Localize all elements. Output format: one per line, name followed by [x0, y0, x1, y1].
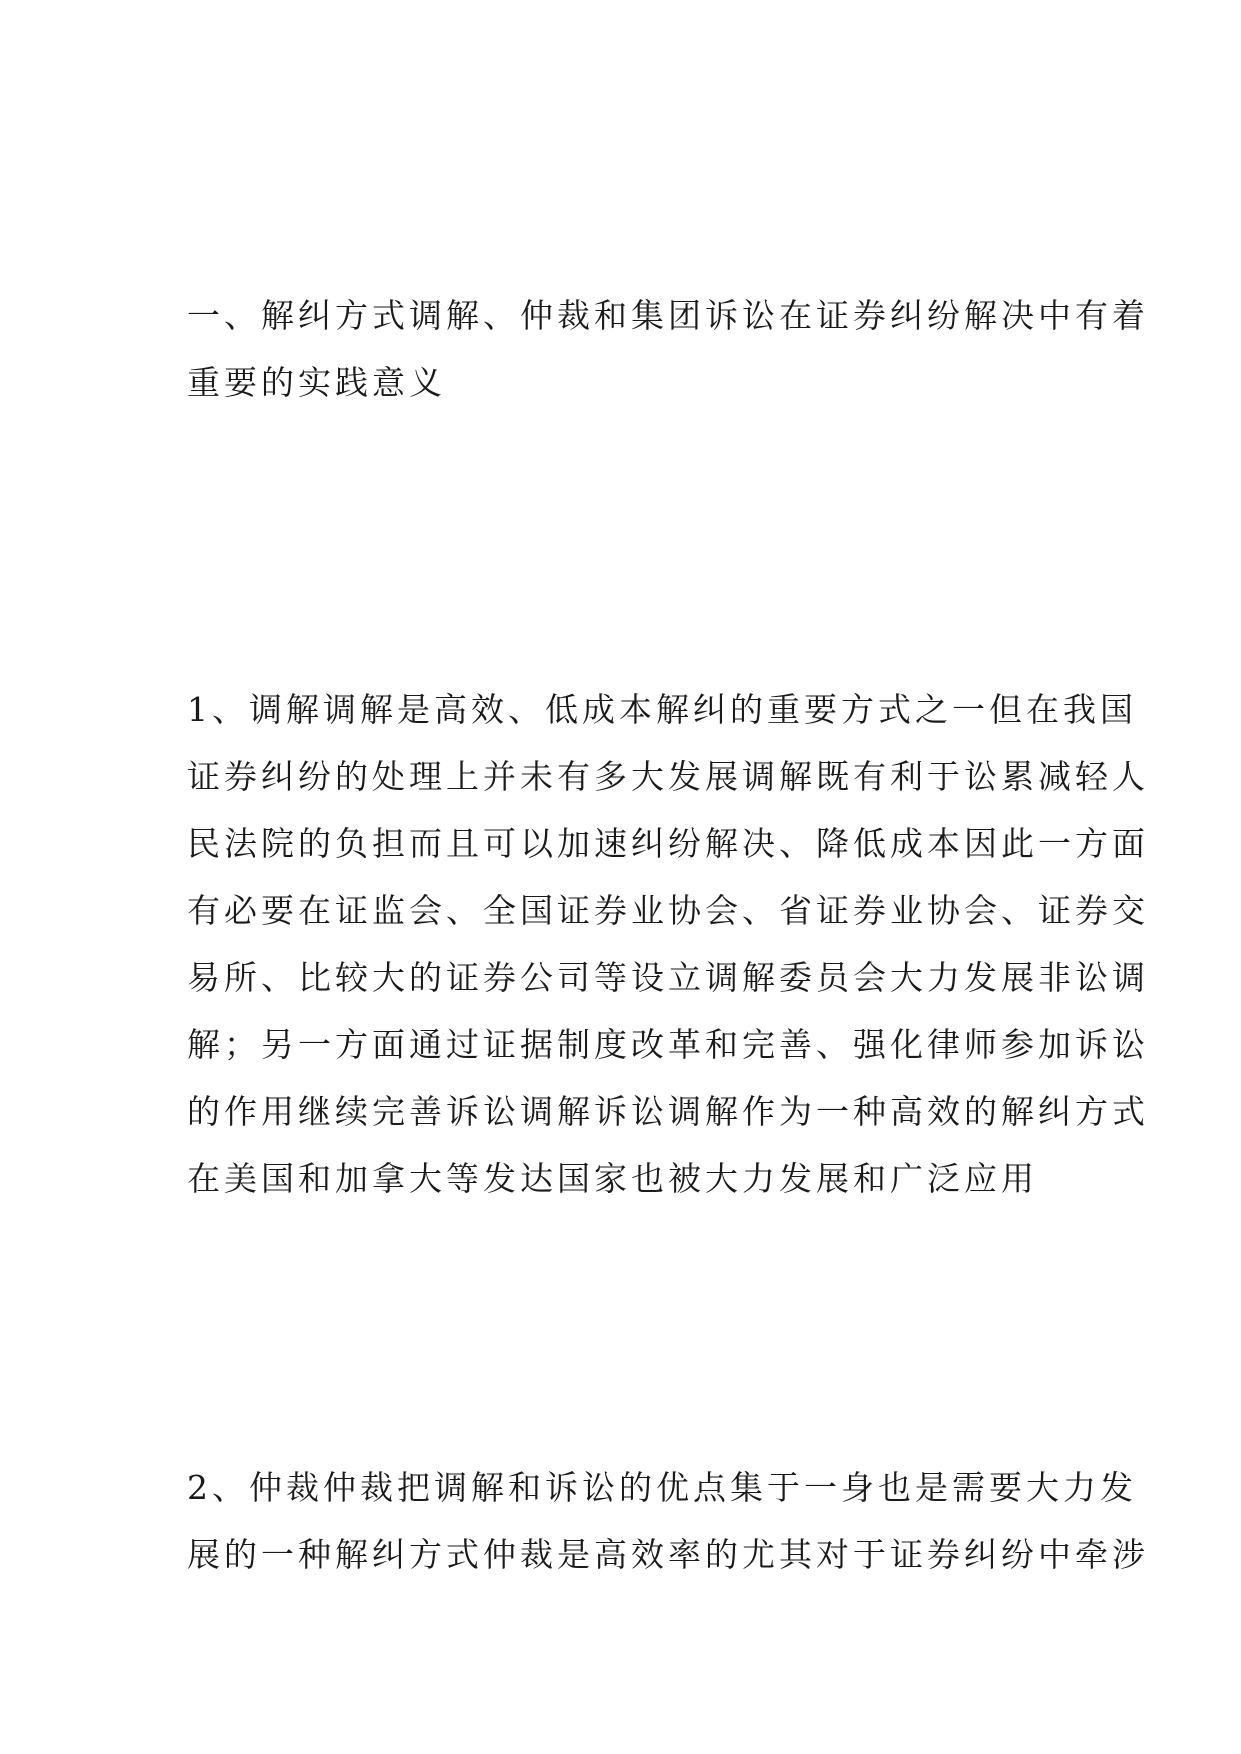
section-heading [187, 282, 1149, 416]
paragraph-line: 民法院的负担而且可以加速纠纷解决、降低成本因此一方面 [187, 824, 1149, 863]
paragraph-line: 有必要在证监会、全国证券业协会、省证券业协会、证券交 [187, 891, 1149, 930]
paragraph-mediation [187, 676, 1149, 1212]
paragraph-line: 证券纠纷的处理上并未有多大发展调解既有利于讼累减轻人 [187, 757, 1149, 796]
paragraph-line: 2、仲裁仲裁把调解和诉讼的优点集于一身也是需要大力发 [187, 1468, 1137, 1507]
paragraph-line: 展的一种解纠方式仲裁是高效率的尤其对于证券纠纷中牵涉 [187, 1535, 1149, 1574]
paragraph-line: 解；另一方面通过证据制度改革和完善、强化律师参加诉讼 [187, 1025, 1149, 1064]
heading-line: 重要的实践意义 [187, 363, 446, 402]
paragraph-line: 易所、比较大的证券公司等设立调解委员会大力发展非讼调 [187, 958, 1149, 997]
paragraph-line: 的作用继续完善诉讼调解诉讼调解作为一种高效的解纠方式 [187, 1092, 1149, 1131]
paragraph-line: 在美国和加拿大等发达国家也被大力发展和广泛应用 [187, 1159, 1038, 1198]
paragraph-line: 1、调解调解是高效、低成本解纠的重要方式之一但在我国 [187, 690, 1137, 729]
paragraph-arbitration [187, 1454, 1149, 1588]
heading-line: 一、解纠方式调解、仲裁和集团诉讼在证券纠纷解决中有着 [187, 296, 1149, 335]
